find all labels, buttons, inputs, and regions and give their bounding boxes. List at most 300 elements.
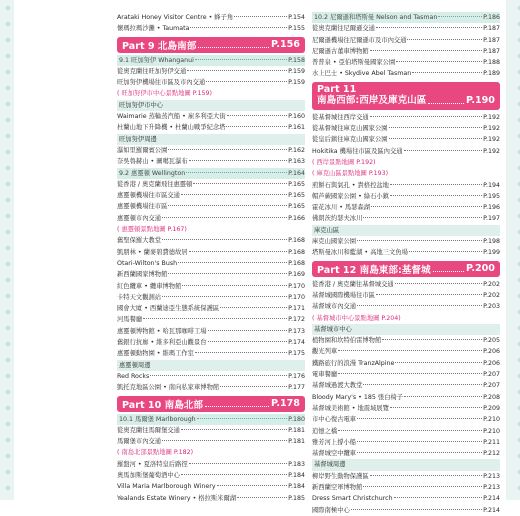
map-reference[interactable]: ( 庫克山區景點地圖 P.193) bbox=[312, 170, 389, 178]
dot-leader bbox=[412, 72, 482, 73]
page-number: P.207 bbox=[483, 371, 500, 379]
entry-title: 柳岸野生動物保護區 bbox=[312, 472, 369, 480]
dot-leader bbox=[162, 440, 287, 441]
page-number: P.192 bbox=[483, 125, 500, 133]
entry-title: 惠靈頓機場往市區 bbox=[117, 203, 168, 211]
dot-leader bbox=[178, 262, 287, 263]
entry-title: 瀑如里羅爾賓公園 bbox=[117, 146, 168, 154]
toc-entry[interactable] bbox=[117, 258, 305, 269]
entry-title: 奧馬加斯堡葡萄酒中心 bbox=[117, 471, 180, 479]
entry-title: 懷瑪拉瑪沙灘 • Taumata bbox=[117, 25, 190, 33]
entry-title: Hokitika 機場往市區及區內交通 bbox=[312, 147, 403, 155]
page-number: P.189 bbox=[483, 70, 500, 78]
page-number: P.165 bbox=[288, 180, 305, 188]
dot-leader bbox=[390, 184, 482, 185]
toc-entry[interactable] bbox=[117, 303, 305, 314]
area-heading: 基督城周邊 bbox=[312, 459, 500, 470]
toc-entry[interactable] bbox=[312, 380, 500, 391]
toc-entry[interactable] bbox=[117, 281, 305, 292]
page-number: P.154 bbox=[288, 14, 305, 21]
entry-title: 新西蘭國家博物館 bbox=[117, 271, 168, 279]
toc-entry[interactable] bbox=[312, 46, 500, 57]
dot-leader bbox=[404, 150, 483, 151]
dot-leader bbox=[217, 485, 288, 486]
toc-entry[interactable] bbox=[312, 493, 500, 504]
page-number: P.210 bbox=[483, 416, 500, 424]
entry-title: 煎餅石與氣孔 • 貴格控盆地 bbox=[312, 181, 389, 189]
dot-leader bbox=[220, 307, 287, 308]
entry-title: 惠靈頓市內交通 bbox=[117, 214, 162, 222]
part-title: Part 12 南島東部:基督城 bbox=[317, 264, 431, 276]
entry-title: 從基督城往西岸交通 bbox=[312, 113, 369, 121]
toc-entry[interactable] bbox=[117, 77, 305, 88]
entry-title: 河馬餐廳 bbox=[117, 316, 143, 324]
page-number: P.202 bbox=[483, 291, 500, 299]
dot-leader bbox=[197, 418, 287, 419]
page-number: P.195 bbox=[483, 192, 500, 200]
page-number: P.177 bbox=[288, 384, 305, 392]
page-number: P.173 bbox=[288, 327, 305, 335]
part-banner[interactable] bbox=[117, 396, 305, 412]
dot-leader bbox=[195, 352, 287, 353]
toc-entry[interactable] bbox=[312, 403, 500, 414]
page-number: P.194 bbox=[483, 181, 500, 189]
entry-title: 國會大廈 • 西蘭迪亞生態系統保護區 bbox=[117, 305, 220, 313]
map-reference[interactable]: ( 西岸景點地圖 P.192) bbox=[312, 158, 376, 166]
entry-title: 雅芳河上撐小船 bbox=[312, 438, 357, 446]
page-number: P.184 bbox=[288, 471, 305, 479]
map-reference[interactable]: ( 基督城市中心景點地圖 P.204) bbox=[312, 314, 401, 322]
page-number: P.170 bbox=[288, 293, 305, 301]
section-title: 9.2 惠靈頓 Wellington bbox=[119, 169, 186, 177]
entry-title: 尼爾遜古董車博物館 bbox=[312, 47, 369, 55]
page-number: P.211 bbox=[483, 438, 500, 446]
dot-leader bbox=[409, 251, 482, 252]
area-heading: 旺加努伊市中心 bbox=[117, 100, 305, 111]
entry-title: 紅色纜車 • 纜車博物館 bbox=[117, 282, 182, 290]
entry-title: Yealands Estate Winery • 格拉斯米爾湖 bbox=[117, 494, 237, 502]
toc-entry[interactable] bbox=[312, 437, 500, 448]
toc-entry[interactable] bbox=[312, 346, 500, 357]
dot-leader bbox=[363, 384, 482, 385]
toc-entry[interactable] bbox=[312, 426, 500, 437]
page-number: P.169 bbox=[288, 271, 305, 279]
page-number: P.181 bbox=[288, 438, 305, 446]
page-number: P.163 bbox=[288, 158, 305, 166]
dot-leader bbox=[389, 127, 483, 128]
dot-leader bbox=[162, 217, 287, 218]
contents-right-column bbox=[312, 12, 500, 516]
dot-leader bbox=[395, 362, 482, 363]
part-title: 南島西部:西岸及庫克山區 bbox=[317, 95, 427, 107]
entry-title: 普普泉 • 亞伯塔斯曼國家公園 bbox=[312, 59, 396, 67]
page-number: P.187 bbox=[483, 36, 500, 44]
toc-entry[interactable] bbox=[117, 337, 305, 348]
dot-leader bbox=[234, 16, 287, 17]
entry-title: 基督城美術館 • 地震域展覽 bbox=[312, 404, 389, 412]
page-number: P.192 bbox=[483, 113, 500, 121]
toc-entry[interactable] bbox=[312, 134, 500, 145]
toc-entry[interactable] bbox=[117, 371, 305, 382]
page-number: P.159 bbox=[288, 67, 305, 75]
dot-leader bbox=[208, 341, 288, 342]
map-reference[interactable]: ( 南島北部景點地圖 P.182) bbox=[117, 449, 194, 457]
entry-title: Otari-Wilton's Bush bbox=[117, 259, 178, 267]
page-number: P.209 bbox=[483, 404, 500, 412]
page-number: P.213 bbox=[483, 483, 500, 491]
page-number: P.207 bbox=[483, 382, 500, 390]
page-number: P.160 bbox=[288, 113, 305, 121]
entry-title: 舊銀行抗廊 • 維多利亞山觀景台 bbox=[117, 339, 207, 347]
page-number: P.183 bbox=[288, 460, 305, 468]
page-number: P.210 bbox=[483, 427, 500, 435]
dot-leader bbox=[220, 386, 287, 387]
toc-entry[interactable] bbox=[117, 314, 305, 325]
entry-title: 基督城過渡大教堂 bbox=[312, 382, 363, 390]
dot-leader bbox=[438, 16, 482, 17]
section-title: 10.2 尼爾遜和塔斯曼 Nelson and Tasman bbox=[314, 14, 438, 21]
section-heading[interactable] bbox=[312, 12, 500, 23]
section-heading[interactable] bbox=[117, 168, 305, 179]
toc-entry[interactable] bbox=[312, 247, 500, 258]
toc-entry[interactable] bbox=[312, 482, 500, 493]
entry-title: 霍花冰川 • 馬瑟森湖 bbox=[312, 204, 371, 212]
page-number: P.205 bbox=[483, 337, 500, 345]
dot-leader bbox=[168, 149, 287, 150]
page-number: P.171 bbox=[288, 305, 305, 313]
toc-entry[interactable] bbox=[117, 179, 305, 190]
part-banner[interactable] bbox=[312, 261, 500, 277]
dot-leader bbox=[428, 92, 464, 104]
entry-title: 卡特天文觀測站 bbox=[117, 293, 162, 301]
dot-leader bbox=[357, 305, 482, 306]
dot-leader bbox=[181, 194, 287, 195]
toc-entry[interactable] bbox=[117, 66, 305, 77]
area-heading: 旺加努伊周邊 bbox=[117, 134, 305, 145]
dot-leader bbox=[143, 318, 287, 319]
map-reference[interactable]: ( 惠靈頓景點地圖 P.167) bbox=[117, 226, 187, 234]
page-number: P.213 bbox=[483, 472, 500, 480]
section-heading[interactable] bbox=[117, 55, 305, 66]
entry-title: 旺加努伊機場往市區及市內交通 bbox=[117, 79, 206, 87]
entry-title: 惠靈頓動物園 • 維瑪工作室 bbox=[117, 350, 194, 358]
page-number: P.168 bbox=[288, 259, 305, 267]
dot-leader bbox=[189, 463, 287, 464]
contents-page bbox=[14, 0, 506, 514]
page-number: P.185 bbox=[288, 494, 305, 502]
page-number: P.192 bbox=[483, 136, 500, 144]
dot-leader bbox=[371, 206, 482, 207]
toc-entry[interactable] bbox=[117, 382, 305, 393]
entry-title: 惠靈頓博物館 • 哈瓦那咖啡工場 bbox=[117, 327, 207, 335]
page-number: P.187 bbox=[483, 47, 500, 55]
entry-title: Waimarie 蒸輪蒸汽船 • 雇多利亞大街 bbox=[117, 113, 226, 121]
toc-entry[interactable] bbox=[117, 425, 305, 436]
page-number: P.168 bbox=[288, 237, 305, 245]
toc-entry[interactable] bbox=[117, 481, 305, 492]
toc-entry[interactable] bbox=[117, 213, 305, 224]
toc-entry[interactable] bbox=[117, 269, 305, 280]
page-number: P.202 bbox=[483, 280, 500, 288]
page-number: P.165 bbox=[288, 203, 305, 211]
page-number: P.178 bbox=[271, 398, 300, 409]
toc-entry[interactable] bbox=[312, 236, 500, 247]
entry-title: Dress Smart Christchurch bbox=[312, 495, 393, 503]
toc-entry[interactable] bbox=[312, 392, 500, 403]
entry-title: 凱托克地區公園 • 南向私家車博物館 bbox=[117, 384, 220, 392]
entry-title: 觀光列車 bbox=[312, 348, 338, 356]
dot-leader bbox=[395, 283, 482, 284]
dot-leader bbox=[162, 239, 287, 240]
dot-leader bbox=[357, 441, 482, 442]
toc-entry[interactable] bbox=[312, 301, 500, 312]
page-number: P.159 bbox=[288, 79, 305, 87]
entry-title: 從奧克蘭往馬爾堡交通 bbox=[117, 426, 180, 434]
dot-leader bbox=[195, 59, 287, 60]
part-title: Part 10 南島北部 bbox=[122, 399, 203, 411]
entry-title: Red Rocks bbox=[117, 372, 150, 380]
dot-leader bbox=[226, 126, 287, 127]
toc-entry[interactable] bbox=[312, 448, 500, 459]
dot-leader bbox=[206, 81, 287, 82]
page-number: P.188 bbox=[483, 59, 500, 67]
area-heading: 庫克山區 bbox=[312, 225, 500, 236]
toc-entry[interactable] bbox=[312, 112, 500, 123]
toc-entry[interactable] bbox=[312, 202, 500, 213]
toc-entry[interactable] bbox=[117, 235, 305, 246]
page-number: P.166 bbox=[288, 214, 305, 222]
dot-leader bbox=[186, 172, 287, 173]
page-number: P.180 bbox=[288, 415, 305, 423]
entry-title: Arataki Honey Visitor Centre • 蜂子角 bbox=[117, 14, 234, 21]
dot-leader bbox=[198, 47, 269, 48]
part-number: Part 11 bbox=[317, 84, 357, 96]
page-number: P.190 bbox=[466, 95, 495, 107]
page-number: P.165 bbox=[288, 192, 305, 200]
entry-title: 鐵路旅行的浪漫 TranzAlpine bbox=[312, 359, 395, 367]
page-number: P.168 bbox=[288, 248, 305, 256]
dot-leader bbox=[357, 452, 482, 453]
entry-title: 羅盤河 • 夏洛特皇后路徑 bbox=[117, 460, 188, 468]
page-number: P.181 bbox=[288, 426, 305, 434]
entry-title: 從香港 / 奧克蘭飛往惠靈頓 bbox=[117, 180, 193, 188]
entry-title: 電車餐廳 bbox=[312, 371, 338, 379]
toc-entry[interactable] bbox=[117, 348, 305, 359]
page-number: P.200 bbox=[466, 263, 495, 275]
entry-title: 基督城國際機場往市區 bbox=[312, 291, 375, 299]
entry-title: 從香港 / 奧克蘭往基督城交通 bbox=[312, 280, 394, 288]
entry-title: 庫克山國家公園 bbox=[312, 238, 357, 246]
part-title-line bbox=[317, 95, 495, 107]
page-number: P.162 bbox=[288, 146, 305, 154]
toc-entry[interactable] bbox=[117, 190, 305, 201]
toc-entry[interactable] bbox=[312, 191, 500, 202]
entry-title: 從基督城往庫克山國家公園 bbox=[312, 125, 388, 133]
dot-leader bbox=[338, 350, 482, 351]
dot-leader bbox=[370, 50, 482, 51]
page-number: P.155 bbox=[288, 25, 305, 33]
entry-title: 杜蘭山地下升降機 • 杜蘭山戰爭紀念塔 bbox=[117, 124, 226, 132]
dot-leader bbox=[338, 373, 482, 374]
dot-leader bbox=[168, 205, 287, 206]
entry-title: 國際南極中心 bbox=[312, 506, 350, 514]
section-title: 10.1 馬爾堡 Marlborough bbox=[119, 415, 196, 423]
toc-entry[interactable] bbox=[312, 146, 500, 157]
dot-leader bbox=[390, 407, 482, 408]
dot-leader bbox=[376, 294, 482, 295]
page-number: P.161 bbox=[288, 124, 305, 132]
dot-leader bbox=[363, 486, 482, 487]
dot-leader bbox=[357, 240, 482, 241]
dot-leader bbox=[189, 160, 287, 161]
entry-title: 帽芦蕨國家公園 • 綠石小鎮 bbox=[312, 192, 389, 200]
dot-leader bbox=[181, 429, 287, 430]
dot-leader bbox=[351, 509, 482, 510]
page-number: P.176 bbox=[288, 372, 305, 380]
entry-title: 從奧克蘭往尼爾遜交通 bbox=[312, 25, 375, 33]
entry-title: Villa Maria Marlborough Winery bbox=[117, 483, 216, 491]
page-number: P.197 bbox=[483, 215, 500, 223]
entry-title: 追憶之橋 bbox=[312, 427, 338, 435]
area-heading: 基督城市中心 bbox=[312, 324, 500, 335]
dot-leader bbox=[389, 138, 483, 139]
dot-leader bbox=[396, 61, 482, 62]
page-number: P.206 bbox=[483, 348, 500, 356]
entry-title: 佛朗茨約瑟夫冰川 bbox=[312, 215, 363, 223]
page-number: P.186 bbox=[483, 14, 500, 21]
map-reference[interactable]: ( 旺加努伊市中心景點地圖 P.159) bbox=[117, 90, 213, 98]
dot-leader bbox=[187, 70, 287, 71]
entry-title: 凱朋林 • 蘭麥碧費德故居 bbox=[117, 248, 188, 256]
page-number: P.174 bbox=[288, 339, 305, 347]
page-number: P.199 bbox=[483, 249, 500, 257]
dot-leader bbox=[193, 183, 287, 184]
toc-entry[interactable] bbox=[312, 505, 500, 516]
section-heading[interactable] bbox=[117, 414, 305, 425]
toc-entry[interactable] bbox=[312, 369, 500, 380]
part-title: Part 9 北島南部 bbox=[122, 40, 197, 52]
toc-entry[interactable] bbox=[312, 35, 500, 46]
page-number: P.212 bbox=[483, 450, 500, 458]
page-number: P.192 bbox=[483, 147, 500, 155]
entry-title: 基督城市內交通 bbox=[312, 303, 357, 311]
toc-entry[interactable] bbox=[312, 279, 500, 290]
toc-entry[interactable] bbox=[312, 180, 500, 191]
entry-title: 塔斯曼冰川和藍湖 • 高地三文魚場 bbox=[312, 249, 408, 257]
page-number: P.172 bbox=[288, 316, 305, 324]
page-number: P.170 bbox=[288, 282, 305, 290]
toc-entry[interactable] bbox=[117, 459, 305, 470]
dot-leader bbox=[190, 27, 287, 28]
contents-left-column bbox=[117, 12, 305, 504]
toc-entry[interactable] bbox=[117, 247, 305, 258]
page-number: P.184 bbox=[288, 483, 305, 491]
entry-title: Bloody Mary's • 185 張白椅子 bbox=[312, 393, 404, 401]
dot-leader bbox=[390, 195, 482, 196]
page-number: P.187 bbox=[483, 25, 500, 33]
dot-leader bbox=[182, 285, 287, 286]
dot-leader bbox=[338, 430, 482, 431]
part-banner[interactable] bbox=[117, 37, 305, 53]
entry-title: 馬爾堡市內交通 bbox=[117, 438, 162, 446]
toc-entry[interactable] bbox=[312, 57, 500, 68]
part-banner[interactable] bbox=[312, 82, 500, 110]
toc-entry[interactable] bbox=[117, 145, 305, 156]
entry-title: 基督城空中纜車 bbox=[312, 450, 357, 458]
entry-title: 從奧克蘭往旺加努伊交通 bbox=[117, 67, 187, 75]
page-number: P.198 bbox=[483, 238, 500, 246]
toc-entry[interactable] bbox=[117, 470, 305, 481]
page-number: P.208 bbox=[483, 393, 500, 401]
dot-leader bbox=[363, 217, 482, 218]
toc-entry[interactable] bbox=[312, 213, 500, 224]
toc-entry[interactable] bbox=[312, 414, 500, 425]
dot-leader bbox=[433, 271, 464, 272]
dot-leader bbox=[370, 475, 482, 476]
toc-entry[interactable] bbox=[117, 326, 305, 337]
page-number: P.203 bbox=[483, 303, 500, 311]
toc-entry[interactable] bbox=[312, 68, 500, 79]
entry-title: 尼爾遜機場往尼爾遜市及市內交通 bbox=[312, 36, 407, 44]
entry-title: 從皇后鎮往庫克山國家公園 bbox=[312, 136, 388, 144]
page-number: P.175 bbox=[288, 350, 305, 358]
page-number: P.156 bbox=[271, 39, 300, 51]
dot-leader bbox=[382, 339, 482, 340]
dot-leader bbox=[407, 39, 482, 40]
dot-leader bbox=[376, 27, 482, 28]
toc-entry[interactable] bbox=[312, 358, 500, 369]
dot-leader bbox=[404, 396, 482, 397]
page-number: P.164 bbox=[288, 169, 305, 177]
dot-leader bbox=[394, 497, 483, 498]
dot-leader bbox=[150, 375, 287, 376]
toc-entry[interactable] bbox=[117, 436, 305, 447]
toc-entry[interactable] bbox=[117, 292, 305, 303]
entry-title: 市中心復古電車 bbox=[312, 416, 357, 424]
toc-entry[interactable] bbox=[117, 12, 305, 23]
page-number: P.196 bbox=[483, 204, 500, 212]
dot-leader bbox=[189, 251, 287, 252]
toc-entry[interactable] bbox=[117, 111, 305, 122]
dot-leader bbox=[357, 418, 482, 419]
page-number: P.158 bbox=[288, 56, 305, 64]
toc-entry[interactable] bbox=[312, 123, 500, 134]
dot-leader bbox=[208, 330, 288, 331]
dot-leader bbox=[227, 115, 288, 116]
toc-entry[interactable] bbox=[117, 23, 305, 34]
toc-entry[interactable] bbox=[117, 122, 305, 133]
toc-entry[interactable] bbox=[312, 23, 500, 34]
toc-entry[interactable] bbox=[312, 471, 500, 482]
entry-title: 植物園和坎特伯雷博物館 bbox=[312, 337, 382, 345]
entry-title: 舊聖保羅大教堂 bbox=[117, 237, 162, 245]
entry-title: 奈吳魯赫山 • 圖噶瓦瀑布 bbox=[117, 158, 188, 166]
toc-entry[interactable] bbox=[312, 290, 500, 301]
section-title: 9.1 旺加努伊 Whanganui bbox=[119, 56, 194, 64]
toc-entry[interactable] bbox=[312, 335, 500, 346]
page-number: P.214 bbox=[483, 506, 500, 514]
entry-title: 惠靈頓機場往市區交通 bbox=[117, 192, 180, 200]
entry-title: 水上巴士 • Skydive Abel Tasman bbox=[312, 70, 412, 78]
toc-entry[interactable] bbox=[117, 493, 305, 504]
dot-leader bbox=[205, 406, 269, 407]
dot-leader bbox=[168, 273, 287, 274]
dot-leader bbox=[237, 497, 287, 498]
entry-title: 新西蘭空軍博物館 bbox=[312, 483, 363, 491]
toc-entry[interactable] bbox=[117, 201, 305, 212]
toc-entry[interactable] bbox=[117, 156, 305, 167]
dot-leader bbox=[181, 474, 287, 475]
